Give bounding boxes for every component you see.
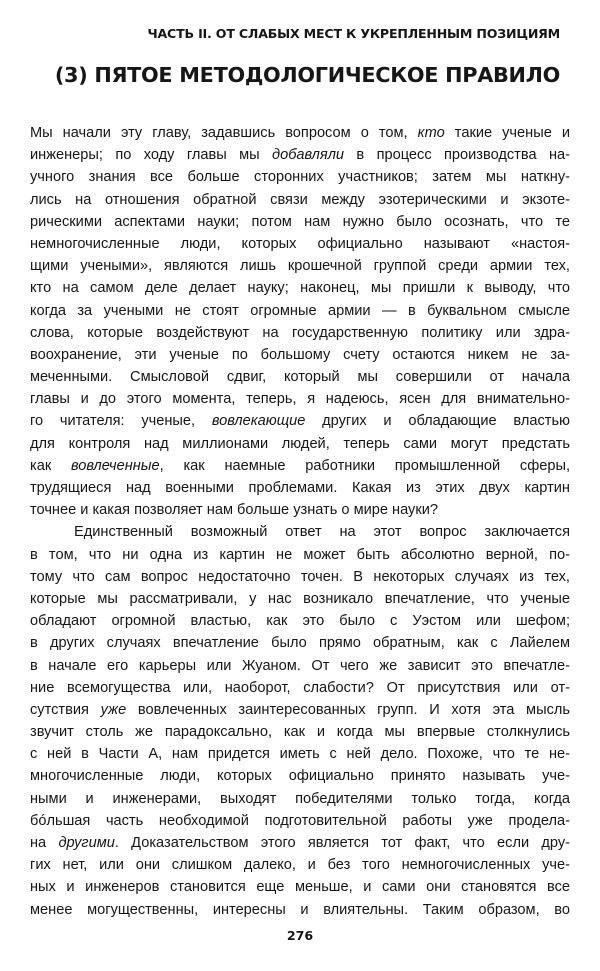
text-segment: точнее и какая позволяет нам больше узнать о мире науки? [30, 502, 438, 519]
emphasized-text: добавляли [272, 147, 345, 164]
text-segment: для контроля над миллионами людей, теперь сами могут предстать [30, 435, 570, 452]
emphasized-text: кто [417, 125, 445, 141]
text-line [30, 876, 570, 898]
text-line [30, 632, 570, 654]
text-line [30, 477, 570, 499]
running-head: ЧАСТЬ II. ОТ СЛАБЫХ МЕСТ К УКРЕПЛЕННЫМ ПОЗИЦИЯМ [147, 26, 560, 41]
text-segment: кто на самом деле делает науку; наконец, мы пришли к выводу, что [30, 280, 570, 297]
text-line [30, 344, 570, 366]
text-segment: других и обладающие властью [305, 413, 570, 430]
text-segment: ными и инженерами, выходят победителями только тогда, когда [30, 790, 570, 807]
text-segment: в других случаях впечатление было прямо обратным, как с Лайелем [30, 635, 570, 652]
text-line [30, 832, 570, 854]
text-line [30, 810, 570, 832]
text-segment: в том, что ни одна из картин не может быть абсолютно верной, по- [30, 546, 570, 563]
page-number: 276 [286, 928, 314, 943]
text-segment: с ней в Части А, нам придется иметь с ней дело. Похоже, что те не- [30, 746, 570, 763]
text-line [30, 189, 570, 211]
text-segment: такие ученые и [444, 125, 570, 141]
text-segment: менее могущественны, интересны и влиятельны. Таким образом, во [30, 901, 570, 918]
text-segment: которые мы рассматривали, у нас возникало впечатление, что ученые [30, 590, 570, 607]
text-line [30, 788, 570, 810]
text-line [30, 122, 570, 144]
text-segment: бóльшая часть необходимой подготовительной работы уже продела- [30, 812, 570, 829]
body-text [30, 122, 570, 921]
text-segment: когда за учеными не стоят огромные армии — в буквальном смысле [30, 302, 570, 319]
text-line [30, 699, 570, 721]
text-segment: обладают огромной властью, как это было с Уэстом или шефом; [30, 613, 570, 630]
emphasized-text: уже [100, 701, 127, 718]
text-segment: инженеры; по ходу главы мы [30, 147, 273, 164]
text-segment: вовлеченных заинтересованных групп. И хотя эта мысль [126, 701, 570, 718]
text-line [30, 410, 570, 432]
text-line [30, 366, 570, 388]
text-line [30, 610, 570, 632]
text-segment: в начале его карьеры или Жуаном. От чего же зависит это впечатле- [30, 657, 570, 674]
text-segment: учного знания все больше сторонних участников; затем мы наткну- [30, 169, 570, 186]
text-segment: на [30, 835, 59, 851]
text-segment: слова, которые воздействуют на государственную политику или здра- [30, 324, 570, 341]
text-segment: лись на отношения обратной связи между эзотерическими и экзоте- [30, 191, 570, 208]
text-segment: звучит столь же парадоксально, как и когда мы впервые столкнулись [30, 724, 570, 741]
text-segment: воохранение, эти ученые по большому счету остаются никем не за- [30, 346, 570, 363]
text-line [30, 322, 570, 344]
text-line [30, 566, 570, 588]
text-line [30, 721, 570, 743]
text-segment: немногочисленные люди, которых официально называют «настоя- [30, 235, 570, 252]
text-line [30, 300, 570, 322]
text-line [30, 588, 570, 610]
text-line [30, 499, 570, 521]
emphasized-text: вовлеченные [70, 457, 160, 474]
text-segment: трудящиеся над военными проблемами. Какая из этих двух картин [30, 480, 570, 496]
text-segment: Мы начали эту главу, задавшись вопросом о том, [30, 125, 418, 141]
text-segment: сутствия [30, 701, 101, 718]
text-segment: рическими аспектами науки; потом нам нужно было осознать, что те [30, 213, 570, 230]
text-line [30, 211, 570, 233]
text-line [30, 655, 570, 677]
text-line [30, 388, 570, 410]
text-line [30, 166, 570, 188]
text-segment: ние всемогущества или, наоборот, слабости? От присутствия или от- [30, 679, 570, 696]
text-line [30, 899, 570, 921]
text-segment: гих нет, или они слишком далеко, и без того немногочисленных уче- [30, 857, 570, 874]
emphasized-text: другими [58, 835, 115, 851]
text-segment: тому что сам вопрос недостаточно точен. В некоторых случаях из тех, [30, 568, 570, 585]
text-line [30, 677, 570, 699]
text-segment: Единственный возможный ответ на этот вопрос заключается [74, 524, 570, 541]
text-line [30, 455, 570, 477]
text-segment: главы и до этого момента, теперь, я надеюсь, ясен для внимательно- [30, 391, 570, 408]
text-segment: . Доказательством этого является тот факт, что если дру- [114, 835, 570, 851]
text-line [30, 433, 570, 455]
text-line [30, 144, 570, 166]
text-segment: многочисленные люди, которых официально принято называть уче- [30, 768, 570, 785]
text-segment: , как наемные работники промышленной сферы, [159, 457, 570, 474]
emphasized-text: вовлекающие [211, 413, 306, 430]
text-segment: в процесс производства на- [344, 147, 570, 164]
text-line [30, 521, 570, 543]
text-line [30, 743, 570, 765]
text-line [30, 233, 570, 255]
text-line [30, 255, 570, 277]
text-segment: как [30, 457, 71, 474]
text-line [30, 854, 570, 876]
text-segment: щими учеными», являются лишь крошечной группой среди армии тех, [30, 258, 570, 275]
section-title: (3) ПЯТОЕ МЕТОДОЛОГИЧЕСКОЕ ПРАВИЛО [54, 63, 560, 87]
text-line [30, 544, 570, 566]
text-line [30, 277, 570, 299]
text-line [30, 765, 570, 787]
text-segment: го читателя: ученые, [30, 413, 212, 430]
text-segment: меченными. Смысловой сдвиг, который мы совершили от начала [30, 369, 570, 386]
text-segment: ных и инженеров становится еще меньше, и сами они становятся все [30, 879, 570, 896]
